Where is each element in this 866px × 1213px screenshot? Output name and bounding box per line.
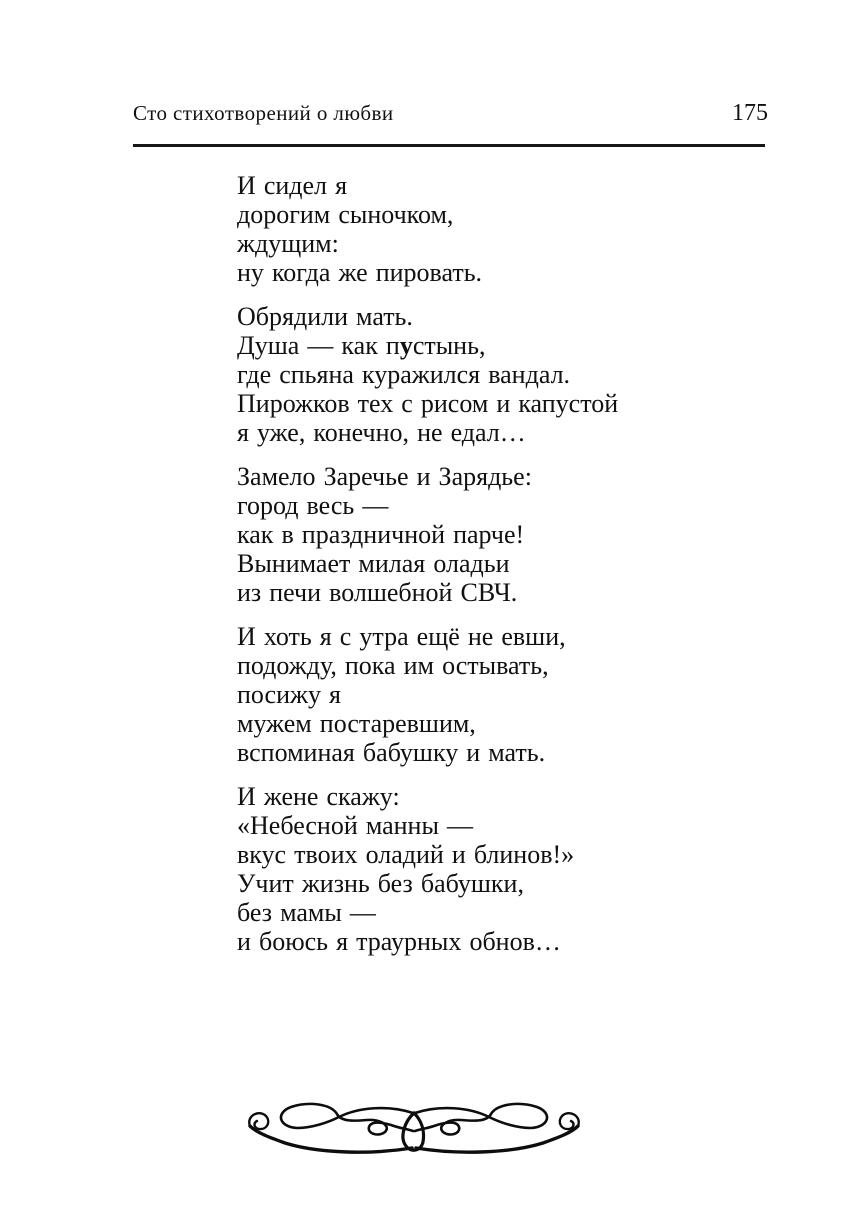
- poem-line: как в праздничной парче!: [237, 520, 525, 549]
- poem: [237, 171, 618, 971]
- poem-line: вспоминая бабушку и мать.: [237, 738, 546, 767]
- poem-line: Учит жизнь без бабушки,: [237, 869, 524, 898]
- poem-line: Вынимает милая оладьи: [237, 549, 510, 578]
- calligraphic-flourish-icon: [238, 1098, 590, 1156]
- line-segment: Душа — как п: [237, 331, 400, 360]
- stanza: [237, 171, 618, 287]
- poem-line: ну когда же пировать.: [237, 258, 483, 287]
- poem-line: дорогим сыночком,: [237, 200, 454, 229]
- poem-line: посижу я: [237, 680, 341, 709]
- poem-line: Замело Заречье и Зарядье:: [237, 462, 532, 491]
- stanza: [237, 622, 618, 767]
- poem-line: И сидел я: [237, 171, 348, 200]
- poem-line: мужем постаревшим,: [237, 709, 476, 738]
- poem-line: и боюсь я траурных обнов…: [237, 927, 561, 956]
- poem-line: подожду, пока им остывать,: [237, 651, 549, 680]
- header-rule: [133, 144, 765, 147]
- poem-line: из печи волшебной СВЧ.: [237, 578, 518, 607]
- page-number: 175: [732, 100, 768, 126]
- poem-line: [237, 331, 618, 360]
- flourish-ornament: [238, 1098, 590, 1156]
- stanza: [237, 462, 618, 607]
- stanza: [237, 302, 618, 447]
- poem-line: вкус твоих оладий и блинов!»: [237, 840, 575, 869]
- running-title: Сто стихотворений о любви: [133, 101, 394, 125]
- poem-line: ждущим:: [237, 229, 339, 258]
- stanza: [237, 782, 618, 956]
- poem-line: где спьяна куражился вандал.: [237, 360, 571, 389]
- poem-line: И жене скажу:: [237, 782, 400, 811]
- poem-line: я уже, конечно, не едал…: [237, 418, 526, 447]
- line-segment: стынь,: [412, 331, 486, 360]
- poem-line: Обрядили мать.: [237, 302, 413, 331]
- stressed-letter: у: [399, 331, 413, 360]
- page-header: [133, 100, 768, 127]
- poem-line: Пирожков тех с рисом и капустой: [237, 389, 619, 418]
- poem-line: «Небесной манны —: [237, 811, 473, 840]
- poem-line: без мамы —: [237, 898, 376, 927]
- poem-line: город весь —: [237, 491, 389, 520]
- poem-line: И хоть я с утра ещё не евши,: [237, 622, 566, 651]
